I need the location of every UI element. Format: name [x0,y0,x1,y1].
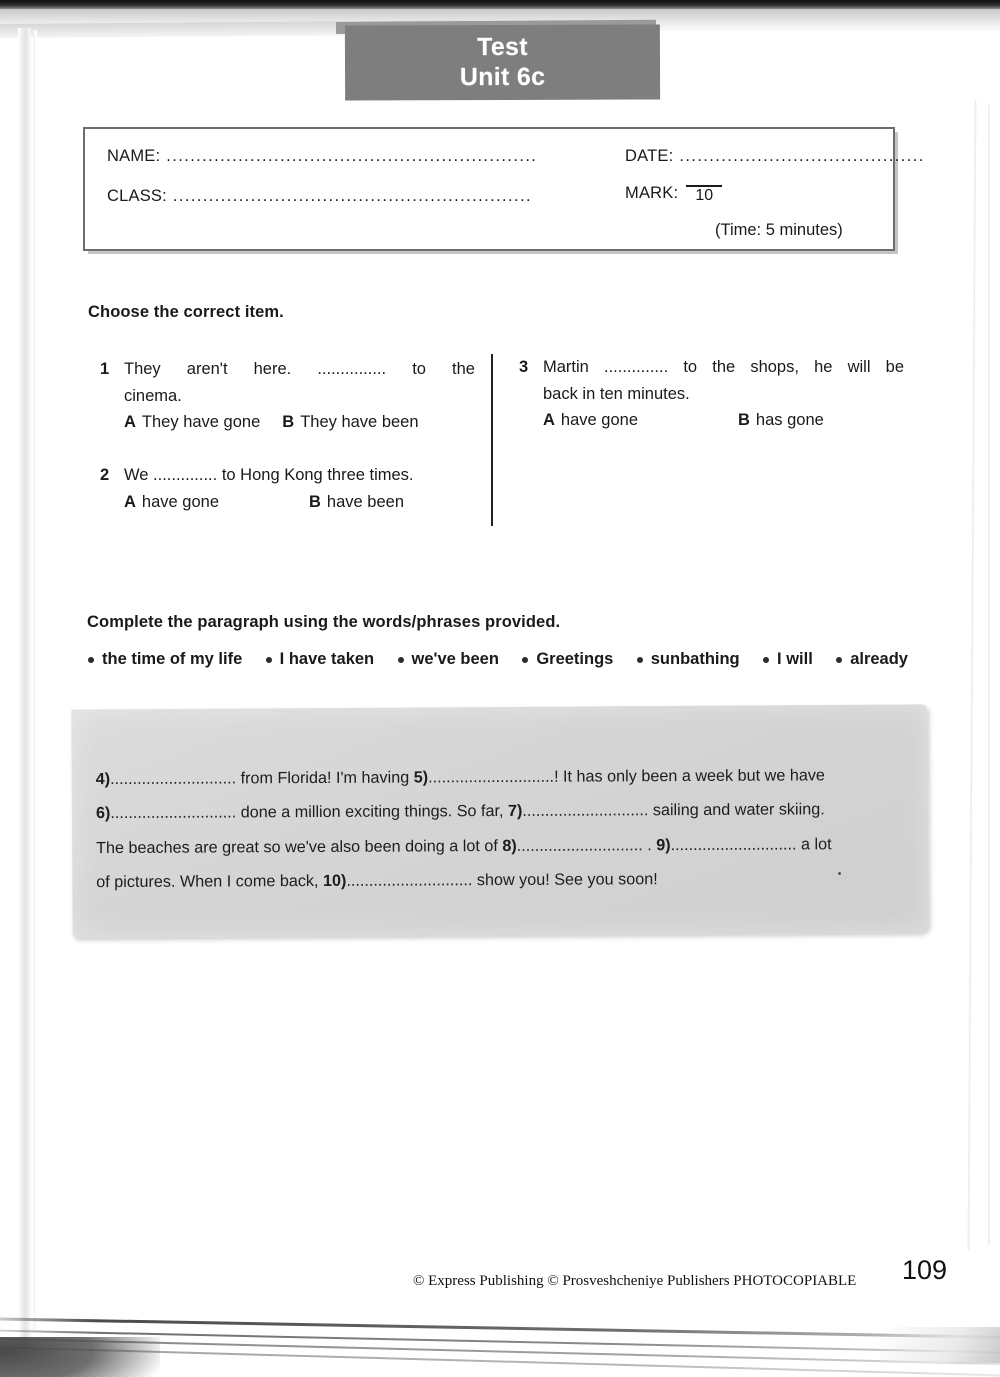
question-3-option-a-letter: A [543,411,555,430]
class-input-dots[interactable]: ............................................................ [172,187,532,205]
column-divider [491,354,493,526]
word-bank-item[interactable] [637,650,740,669]
scan-bottom-right-fold [880,1327,1000,1363]
mark-denominator: 10 [695,187,714,204]
question-2-option-a-text: have gone [141,492,219,511]
page-number: 109 [902,1255,948,1285]
class-field-row[interactable] [107,187,627,206]
question-3-gap[interactable]: .............. [604,358,669,376]
word-bank-item[interactable] [398,650,499,669]
gap-blank-8[interactable]: ............................ [516,835,643,855]
copyright-footer: © Express Publishing © Prosveshcheniye Publishers PHOTOCOPIABLE [413,1273,857,1289]
question-3-option-a-text: have gone [560,411,638,430]
scan-bottom-left-shadow [0,1337,160,1377]
gap-blank-10[interactable]: ............................ [346,871,473,890]
banner-title-line-1: Test [477,32,528,62]
paragraph-line-2 [96,792,908,831]
question-3 [519,354,904,434]
question-3-stem-line2: back in ten minutes. [543,384,690,403]
paragraph-line-3 [96,827,908,866]
paragraph-line-2-text-1: done a million exciting things. So far, [236,802,509,822]
bullet-icon [763,657,769,663]
paragraph-line-4 [96,861,908,900]
word-bank-item-label: we've been [411,650,499,668]
mark-fraction[interactable] [686,185,722,204]
question-2-number: 2 [100,466,110,484]
question-1-option-b[interactable] [282,409,418,436]
word-bank-item-label: I have taken [279,650,375,668]
question-2-options [124,489,475,516]
question-1-option-b-text: They have been [300,413,419,432]
scan-right-page-edge [967,100,977,1250]
question-1-option-a-text: They have gone [141,413,261,432]
gap-blank-4[interactable]: ............................ [110,769,237,789]
gap-number-8: 8) [502,836,517,855]
name-input-dots[interactable]: .............................................................. [166,147,538,165]
question-1 [100,356,475,436]
paragraph-line-1-text-1: from Florida! I'm having [236,768,414,788]
word-bank-item[interactable] [836,650,908,669]
paragraph-line-3-text-1: . [642,835,657,854]
paragraph-line-2-text-2: sailing and water skiing. [648,800,825,820]
gap-number-7: 7) [507,802,523,821]
bullet-icon [637,657,643,663]
gap-blank-9[interactable]: ............................ [670,835,797,854]
bullet-icon [522,657,528,663]
bullet-icon [398,657,404,663]
word-bank [88,650,908,669]
test-title-banner [345,24,660,100]
question-1-stem [124,356,475,409]
word-bank-item[interactable] [88,650,242,669]
gap-blank-7[interactable]: ............................ [522,801,649,821]
gap-number-6: 6) [95,804,111,823]
date-field-row[interactable] [625,147,925,166]
question-2-stem [124,462,475,489]
question-2-option-b-text: have been [326,492,404,511]
scan-left-crease [18,28,31,1348]
question-3-stem-part1: Martin [543,358,589,376]
question-2-gap[interactable]: .............. [153,466,218,484]
student-info-box [83,127,925,251]
paragraph-line-4-text-1: show you! See you soon! [472,870,658,890]
question-3-option-b-letter: B [738,411,750,430]
gap-number-10: 10) [322,871,347,890]
word-bank-item-label: I will [777,650,813,668]
question-1-stem-part1: They aren't here. [124,360,292,378]
question-2-stem-part2: to Hong Kong three times. [221,466,414,484]
question-2-option-a[interactable] [124,489,219,516]
question-3-stem [543,354,904,407]
word-bank-item-label: Greetings [536,650,614,668]
class-label: CLASS: [107,187,167,205]
gap-number-5: 5) [413,768,429,787]
question-2-option-b[interactable] [309,489,404,516]
mark-label: MARK: [625,184,679,202]
question-3-option-a[interactable] [543,407,638,434]
paragraph-line-4-text-0: of pictures. When I come back, [96,871,324,892]
scan-left-crease-secondary [33,30,37,1330]
word-bank-item[interactable] [522,650,613,669]
question-1-option-a[interactable] [124,409,260,436]
paragraph-text [96,758,909,900]
bullet-icon [266,657,272,663]
question-2 [100,462,475,515]
paragraph-line-3-text-2: a lot [796,834,832,854]
scan-right-page-edge-secondary [988,105,990,1245]
question-3-option-b[interactable] [738,407,824,434]
question-1-gap[interactable]: ............... [317,360,387,378]
question-3-number: 3 [519,358,529,376]
name-field-row[interactable] [107,147,627,166]
question-2-option-b-letter: B [309,492,321,511]
question-2-option-a-letter: A [124,492,136,511]
question-1-option-b-letter: B [282,413,295,432]
word-bank-item[interactable] [763,650,813,669]
bullet-icon [836,657,842,663]
question-3-option-b-text: has gone [755,411,824,430]
date-label: DATE: [625,147,674,165]
scan-speck [838,872,841,875]
time-limit-note: (Time: 5 minutes) [715,221,843,239]
scan-top-dark-edge [0,0,1000,9]
question-1-stem-part2: to the [412,360,475,378]
question-1-option-a-letter: A [124,413,136,432]
word-bank-item-label: already [850,650,908,668]
question-2-stem-part1: We [124,466,149,484]
gap-blank-5[interactable]: ............................ [428,767,555,787]
gap-number-4: 4) [95,770,111,789]
paragraph-line-1-text-2: ! It has only been a week but we have [553,766,825,786]
word-bank-item-label: the time of my life [102,650,243,668]
question-3-options [543,407,904,434]
question-3-stem-part2: to the shops, he will be [683,358,904,376]
exercise-2-heading: Complete the paragraph using the words/phrases provided. [87,613,561,631]
banner-title-line-2: Unit 6c [459,62,546,91]
date-input-dots[interactable]: ......................................... [679,147,925,165]
exercise-1-heading: Choose the correct item. [88,303,284,321]
mark-field-row[interactable] [625,183,722,203]
question-1-options [124,409,475,436]
paragraph-line-3-text-0: The beaches are great so we've also been doing a lot of [96,836,503,857]
word-bank-item-label: sunbathing [650,650,740,668]
gap-number-9: 9) [656,835,671,854]
word-bank-item[interactable] [266,650,374,669]
bullet-icon [88,657,94,663]
name-label: NAME: [107,147,161,165]
gap-blank-6[interactable]: ............................ [110,803,237,823]
question-1-stem-line2: cinema. [124,386,182,405]
question-1-number: 1 [100,360,110,378]
paragraph-line-1 [96,758,908,797]
scan-bottom-page-stack [0,1285,1000,1377]
